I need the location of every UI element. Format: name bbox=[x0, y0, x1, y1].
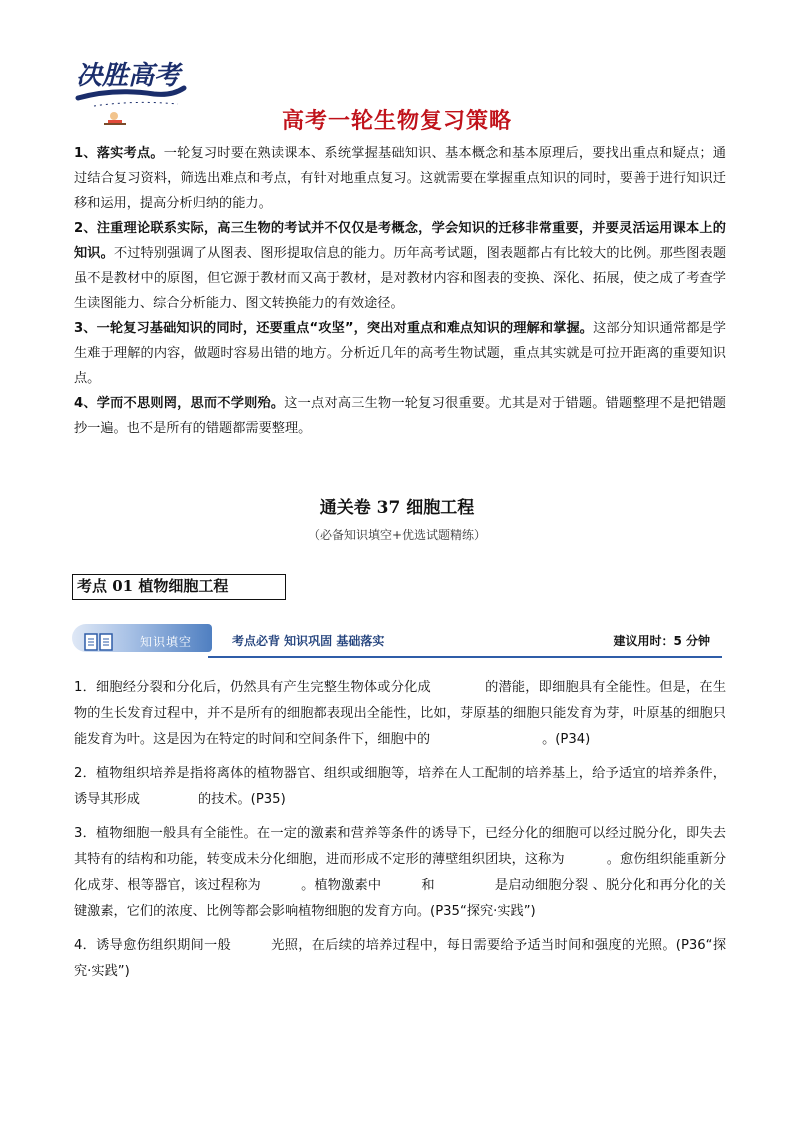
strategy-item-1-heading: 1、落实考点。 bbox=[74, 146, 164, 161]
suggested-time: 建议用时：5 分钟 bbox=[613, 634, 710, 648]
question-3 bbox=[74, 821, 726, 925]
strategy-item-3-text: 这部分知识通常都是学生难于理解的内容，做题时容易出错的地方。分析近几年的高考生物试题，重点其实就是可拉开距离的重要知识点。 bbox=[74, 321, 726, 386]
strategy-section bbox=[74, 141, 726, 441]
question-3-part-a: 3．植物细胞一般具有全能性。在一定的激素和营养等条件的诱导下，已经分化的细胞可以经过脱分化，即失去其特有的结构和功能，转变成未分化细胞，进而形成不定形的薄壁组织团块，这称为 bbox=[74, 826, 726, 867]
question-4-part-b: 光照，在后续的培养过程中，每日需要给予适当时间和强度的光照。(P36“探究·实践”) bbox=[74, 938, 727, 979]
strategy-item-1-text: 一轮复习时要在熟读课本、系统掌握基础知识、基本概念和基本原理后，要找出重点和疑点；通过结合复习资料，筛选出难点和考点，有针对地重点复习。这就需要在掌握重点知识的同时，要善于进行知识迁移和运用，提高分析归纳的能力。 bbox=[74, 146, 726, 211]
strategy-item-2 bbox=[74, 216, 726, 316]
question-3-part-c: 。植物激素中 bbox=[300, 878, 382, 893]
banner-tagline: 考点必背 知识巩固 基础落实 bbox=[232, 634, 385, 648]
strategy-item-2-heading: 2、注重理论联系实际，高三生物的考试并不仅仅是考概念，学会知识的迁移非常重要，并要灵活运用课本上的知识。 bbox=[74, 221, 726, 261]
exam-title: 通关卷 37 细胞工程 bbox=[319, 498, 475, 518]
question-3-part-d: 和 bbox=[421, 878, 435, 893]
question-4 bbox=[74, 933, 726, 985]
banner-divider bbox=[208, 656, 722, 658]
banner-pill bbox=[72, 624, 212, 652]
question-3-part-e: 是启动细胞分裂 、脱分化和再分化的关键激素，它们的浓度、比例等都会影响植物细胞的发育方向。(P35“探究·实践”) bbox=[74, 878, 726, 919]
question-1-part-c: 。(P34) bbox=[542, 732, 591, 747]
strategy-item-4-heading: 4、学而不思则罔，思而不学则殆。 bbox=[74, 396, 285, 411]
question-1-part-b: 的潜能，即细胞具有全能性。但是，在生物的生长发育过程中，并不是所有的细胞都表现出全能性，比如，芽原基的细胞只能发育为芽，叶原基的细胞只能发育为叶。这是因为在特定的时间和空间条件下，细胞中的 bbox=[74, 680, 727, 747]
strategy-item-4 bbox=[74, 391, 726, 441]
question-2-part-a: 2．植物组织培养是指将离体的植物器官、组织或细胞等，培养在人工配制的培养基上，给予适宜的培养条件，诱导其形成 bbox=[74, 766, 726, 807]
logo-text: 决胜高考 bbox=[76, 61, 181, 91]
question-1-part-a: 1．细胞经分裂和分化后，仍然具有产生完整生物体或分化成 bbox=[74, 680, 431, 695]
question-2-part-b: 的技术。(P35) bbox=[197, 792, 286, 807]
fill-in-questions bbox=[74, 675, 726, 993]
question-4-part-a: 4．诱导愈伤组织期间一般 bbox=[74, 938, 232, 953]
strategy-item-2-text: 不过特别强调了从图表、图形提取信息的能力。历年高考试题，图表题都占有比较大的比例。那些图表题虽不是教材中的原图，但它源于教材而又高于教材，是对教材内容和图表的变换、深化、拓展，使之成了考查学生读图能力、综合分析能力、图文转换能力的有效途径。 bbox=[74, 246, 727, 311]
exam-subtitle: （必备知识填空+优选试题精练） bbox=[307, 528, 487, 542]
strategy-item-3 bbox=[74, 316, 726, 391]
strategy-item-3-heading: 3、一轮复习基础知识的同时，还要重点“攻坚”，突出对重点和难点知识的理解和掌握。 bbox=[74, 321, 594, 336]
strategy-item-1 bbox=[74, 141, 726, 216]
question-2 bbox=[74, 761, 726, 813]
section-banner bbox=[72, 620, 722, 660]
strategy-item-4-text: 这一点对高三生物一轮复习很重要。尤其是对于错题。错题整理不是把错题抄一遍。也不是所有的错题都需要整理。 bbox=[74, 396, 726, 436]
book-icon bbox=[84, 633, 114, 651]
topic-heading: 考点 01 植物细胞工程 bbox=[72, 574, 286, 600]
banner-label: 知识填空 bbox=[140, 635, 193, 649]
question-3-part-b: 。愈伤组织能重新分化成芽、根等器官，该过程称为 bbox=[74, 852, 727, 893]
main-title: 高考一轮生物复习策略 bbox=[281, 109, 512, 134]
question-1 bbox=[74, 675, 726, 753]
